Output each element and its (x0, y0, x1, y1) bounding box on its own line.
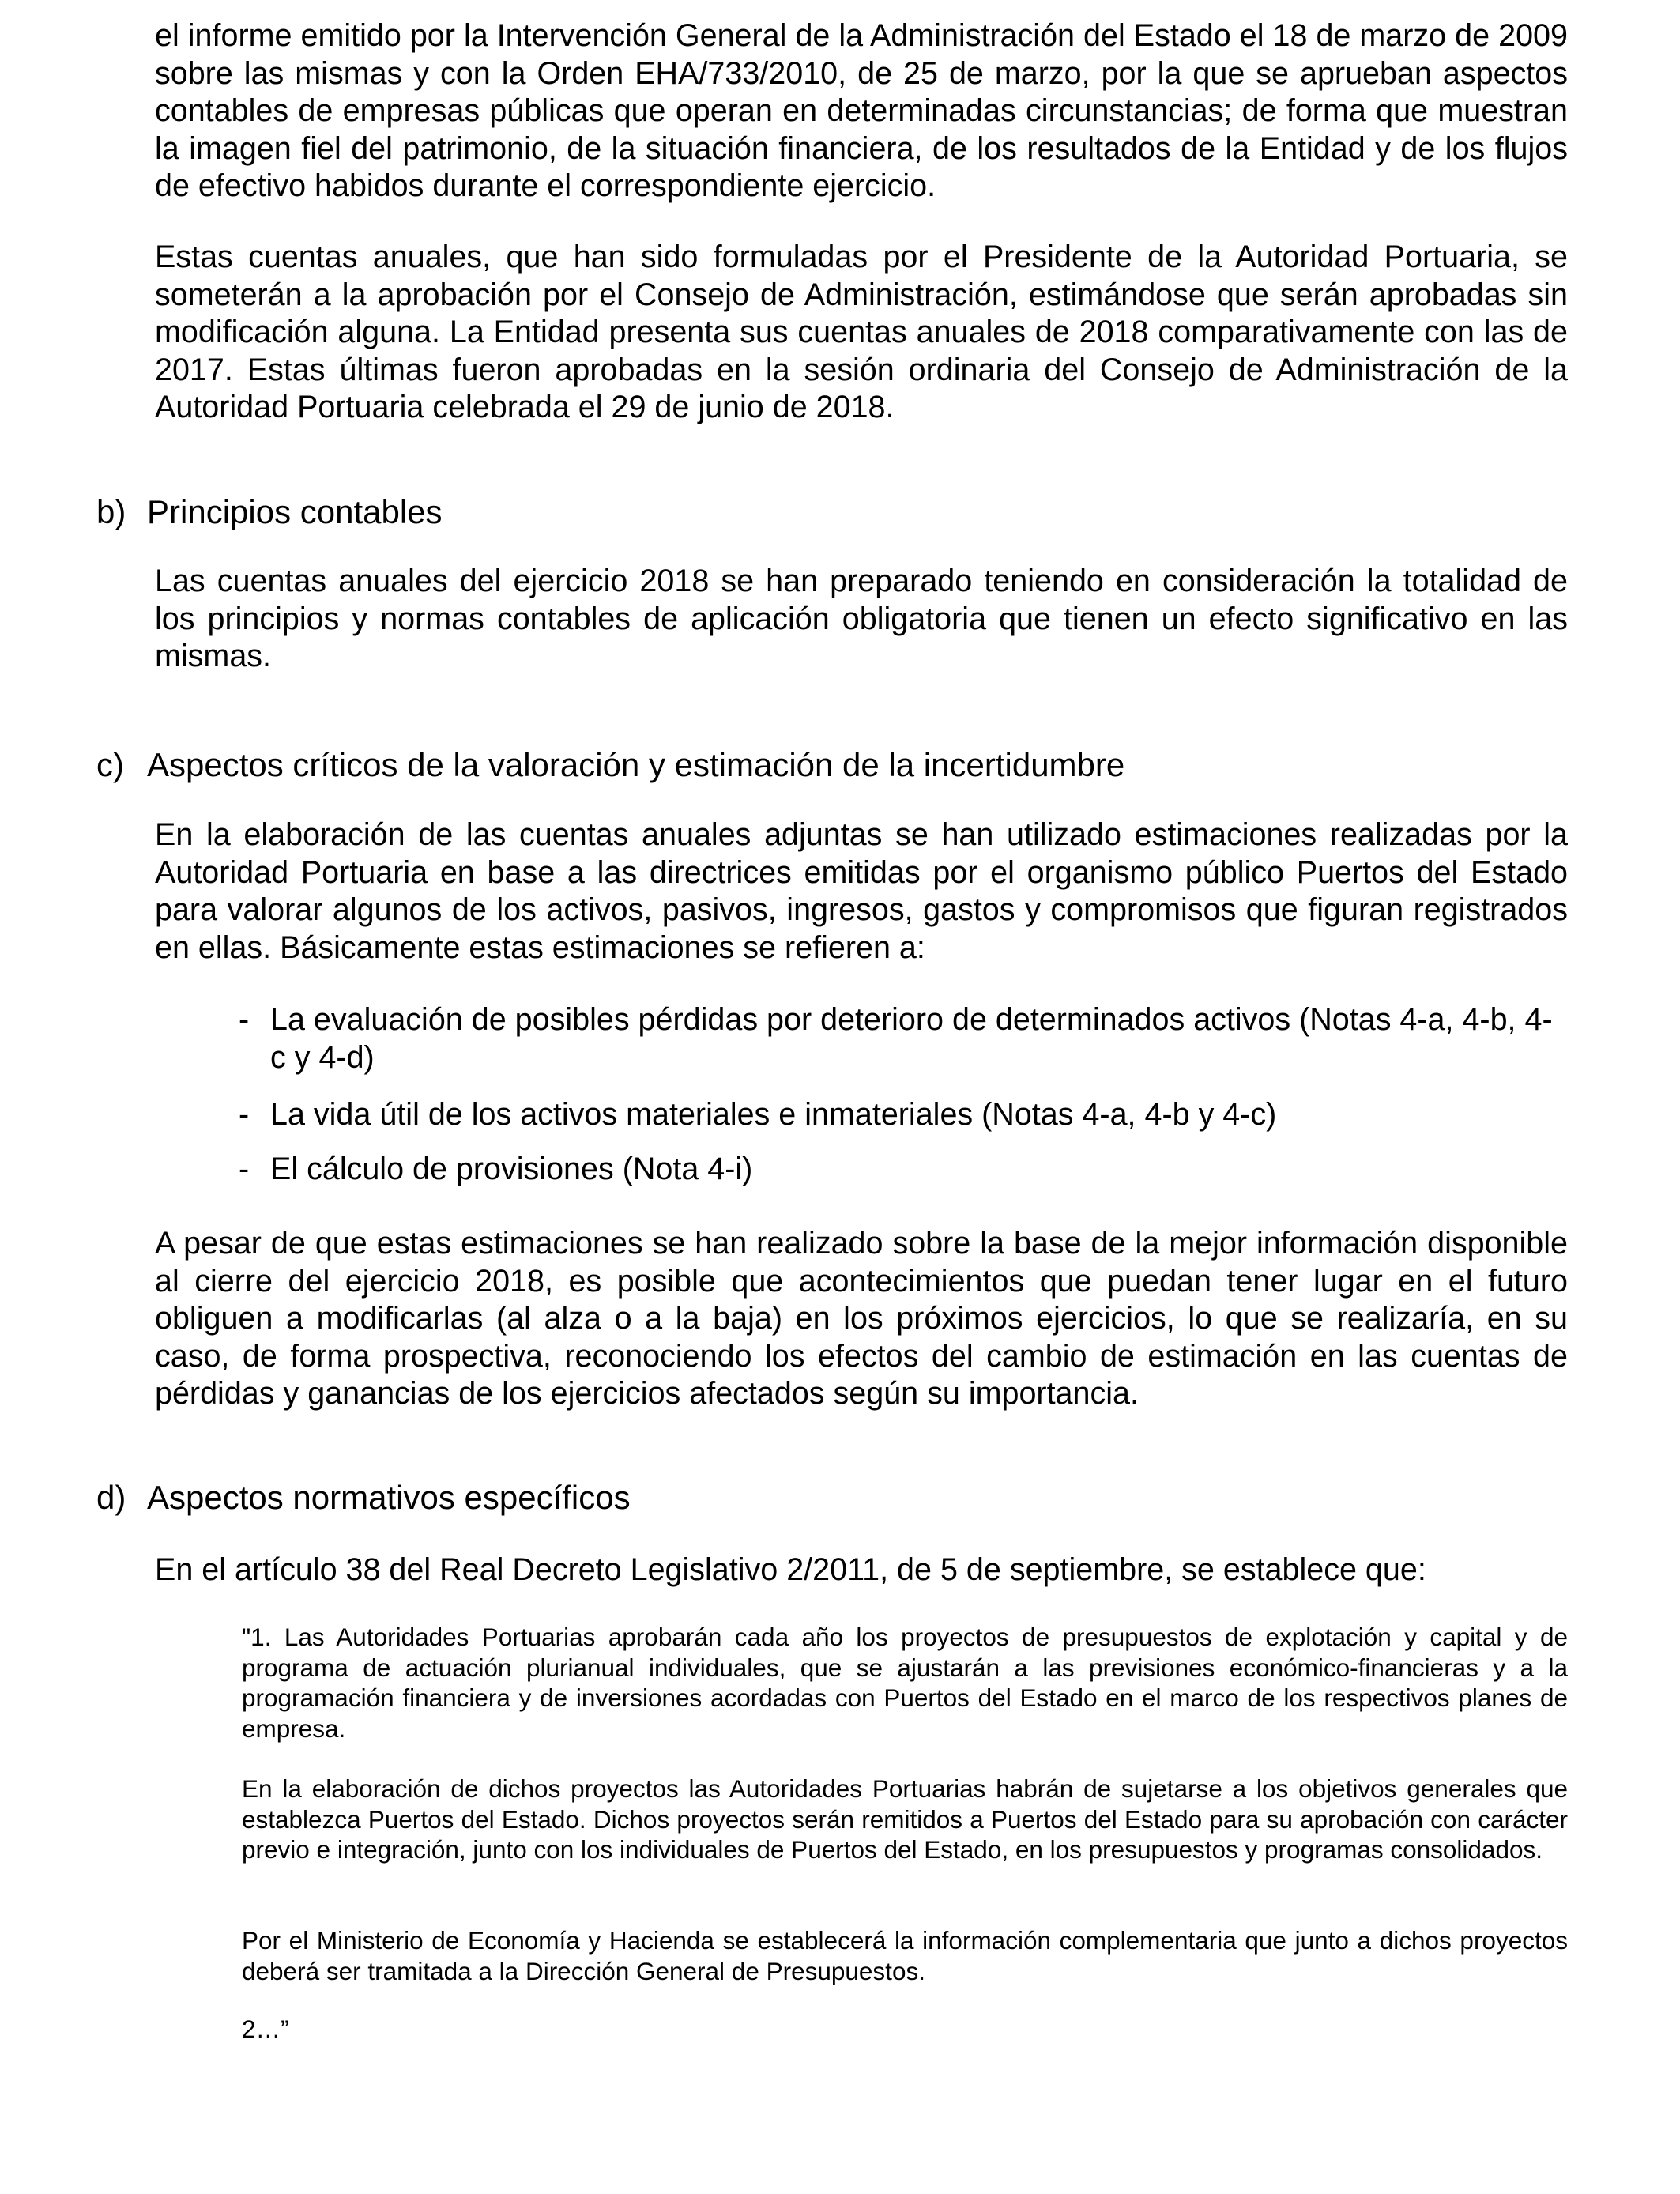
bullet-item (240, 1096, 1568, 1134)
section-c-paragraph-1: En la elaboración de las cuentas anuales adjuntas se han utilizado estimaciones realizadas por la Autoridad Portuaria en base a las directrices emitidas por el organismo público Puertos del Estado para valorar algunos de los activos, pasivos, ingresos, gastos y compromisos que figuran registrados en ellas. Básicamente estas estimaciones se refieren a: (155, 817, 1568, 965)
bullet-dash: - (239, 1097, 250, 1132)
section-c-paragraph-2: A pesar de que estas estimaciones se han realizado sobre la base de la mejor información disponible al cierre del ejercicio 2018, es posible que acontecimientos que puedan tener lugar en el futuro obliguen a modificarlas (al alza o a la baja) en los próximos ejercicios, lo que se realizaría, en su caso, de forma prospectiva, reconociendo los efectos del cambio de estimación en las cuentas de pérdidas y ganancias de los ejercicios afectados según su importancia. (155, 1226, 1568, 1411)
section-c-heading (96, 745, 1124, 785)
quote-paragraph-3: Por el Ministerio de Economía y Hacienda se establecerá la información complementaria que junto a dichos proyectos deberá ser tramitada a la Dirección General de Presupuestos. (242, 1926, 1568, 1985)
section-d-heading (96, 1478, 631, 1517)
intro-paragraph-1: el informe emitido por la Intervención General de la Administración del Estado el 18 de marzo de 2009 sobre las mismas y con la Orden EHA/733/2010, de 25 de marzo, por la que se aprueban aspectos contables de empresas públicas que operan en determinadas circunstancias; de forma que muestran la imagen fiel del patrimonio, de la situación financiera, de los resultados de la Entidad y de los flujos de efectivo habidos durante el correspondiente ejercicio. (155, 18, 1568, 203)
bullet-text: La evaluación de posibles pérdidas por deterioro de determinados activos (Notas 4-a, 4-b, 4-c y 4-d) (270, 1002, 1553, 1075)
bullet-item (240, 1151, 1568, 1189)
section-d-title: Aspectos normativos específicos (147, 1479, 631, 1516)
section-b-heading (96, 492, 443, 532)
bullet-item (240, 1001, 1568, 1076)
bullet-dash: - (239, 1152, 250, 1186)
bullet-text: El cálculo de provisiones (Nota 4-i) (270, 1152, 753, 1186)
section-c-letter: c) (96, 746, 124, 783)
quote-paragraph-4: 2…” (242, 2015, 289, 2043)
section-c-title: Aspectos críticos de la valoración y estimación de la incertidumbre (147, 746, 1125, 783)
bullet-dash: - (239, 1002, 250, 1037)
quote-paragraph-1: "1. Las Autoridades Portuarias aprobarán cada año los proyectos de presupuestos de explotación y capital y de programa de actuación plurianual individuales, que se ajustarán a las previsiones económico-financieras y a la programación financiera y de inversiones acordadas con Puertos del Estado en el marco de los respectivos planes de empresa. (242, 1623, 1568, 1743)
section-b-paragraph: Las cuentas anuales del ejercicio 2018 se han preparado teniendo en consideración la totalidad de los principios y normas contables de aplicación obligatoria que tienen un efecto significativo en las mismas. (155, 564, 1568, 673)
intro-paragraph-2: Estas cuentas anuales, que han sido formuladas por el Presidente de la Autoridad Portuaria, se someterán a la aprobación por el Consejo de Administración, estimándose que serán aprobadas sin modificación alguna. La Entidad presenta sus cuentas anuales de 2018 comparativamente con las de 2017. Estas últimas fueron aprobadas en la sesión ordinaria del Consejo de Administración de la Autoridad Portuaria celebrada el 29 de junio de 2018. (155, 239, 1568, 424)
section-b-title: Principios contables (147, 493, 443, 530)
quote-paragraph-2: En la elaboración de dichos proyectos las Autoridades Portuarias habrán de sujetarse a los objetivos generales que establezca Puertos del Estado. Dichos proyectos serán remitidos a Puertos del Estado para su aprobación con carácter previo e integración, junto con los individuales de Puertos del Estado, en los presupuestos y programas consolidados. (242, 1774, 1568, 1864)
section-b-letter: b) (96, 493, 126, 530)
section-d-paragraph: En el artículo 38 del Real Decreto Legislativo 2/2011, de 5 de septiembre, se establece que: (155, 1552, 1426, 1587)
section-d-letter: d) (96, 1479, 126, 1516)
bullet-text: La vida útil de los activos materiales e inmateriales (Notas 4-a, 4-b y 4-c) (270, 1097, 1277, 1132)
